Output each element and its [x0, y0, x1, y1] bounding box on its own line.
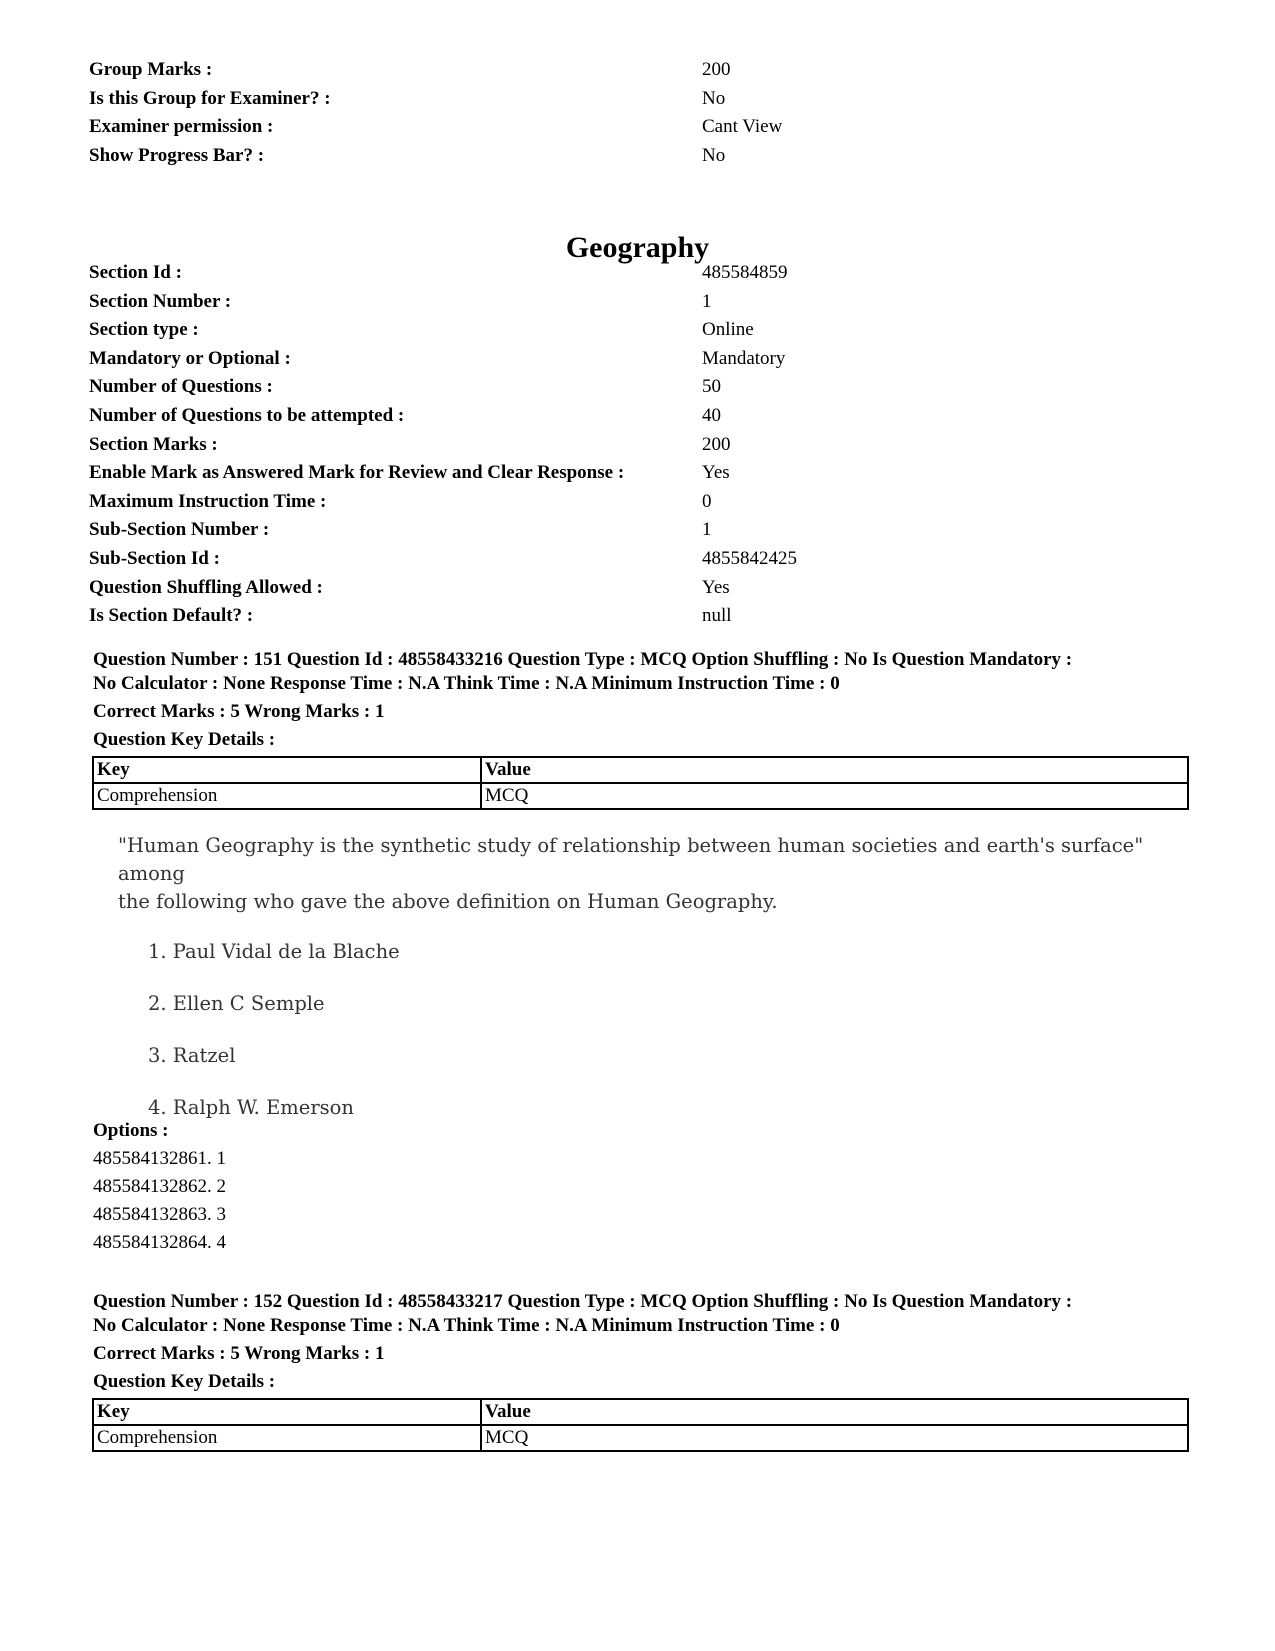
question-choice: 1. Paul Vidal de la Blache	[148, 940, 400, 963]
table-header-row	[93, 757, 1188, 783]
table-header-cell: Value	[481, 757, 1188, 783]
table-cell: Comprehension	[93, 1425, 481, 1451]
option-item: 485584132861. 1	[93, 1148, 226, 1169]
field-label: Maximum Instruction Time :	[89, 490, 327, 512]
question-header-line: No Calculator : None Response Time : N.A Think Time : N.A Minimum Instruction Time : 0	[93, 1315, 840, 1336]
option-item: 485584132863. 3	[93, 1204, 226, 1225]
question-choice: 3. Ratzel	[148, 1044, 236, 1067]
field-label: Question Shuffling Allowed :	[89, 576, 323, 598]
field-label: Section Id :	[89, 262, 182, 283]
section-field-row	[89, 488, 1189, 517]
option-item: 485584132862. 2	[93, 1176, 226, 1197]
question-block	[93, 1290, 1193, 1452]
field-value: Online	[702, 319, 754, 341]
group-info-row	[89, 142, 1189, 171]
field-value: Yes	[702, 462, 730, 484]
group-info-row	[89, 113, 1189, 142]
section-field-row	[89, 288, 1189, 317]
field-value: 0	[702, 490, 712, 512]
field-value: Cant View	[702, 116, 783, 138]
field-value: No	[702, 144, 726, 166]
section-field-row	[89, 459, 1189, 488]
options-title: Options :	[93, 1120, 169, 1141]
section-field-row	[89, 316, 1189, 345]
table-cell: MCQ	[481, 1425, 1188, 1451]
question-header-line: No Calculator : None Response Time : N.A Think Time : N.A Minimum Instruction Time : 0	[93, 673, 840, 694]
field-value: 200	[702, 59, 731, 80]
key-details-table	[92, 756, 1189, 810]
field-label: Is Section Default? :	[89, 605, 254, 627]
options-block	[93, 1117, 226, 1257]
group-info-row	[89, 56, 1189, 85]
question-stem-image	[118, 832, 1198, 1122]
section-field-row	[89, 574, 1189, 603]
field-label: Section type :	[89, 319, 199, 341]
field-label: Sub-Section Number :	[89, 519, 270, 541]
section-field-row	[89, 545, 1189, 574]
table-cell: MCQ	[481, 783, 1188, 809]
field-label: Group Marks :	[89, 59, 213, 80]
group-info-row	[89, 85, 1189, 114]
field-label: Mandatory or Optional :	[89, 347, 291, 369]
key-details-table	[92, 1398, 1189, 1452]
section-field-row	[89, 431, 1189, 460]
question-header-line: Question Number : 151 Question Id : 48558433216 Question Type : MCQ Option Shuffling : No Is Question Mandatory :	[93, 649, 1073, 670]
option-item: 485584132864. 4	[93, 1232, 226, 1253]
question-stem-line: the following who gave the above definition on Human Geography.	[118, 890, 778, 913]
field-label: Show Progress Bar? :	[89, 144, 265, 166]
question-marks: Correct Marks : 5 Wrong Marks : 1	[93, 701, 385, 722]
field-value: 1	[702, 519, 712, 541]
question-choice: 4. Ralph W. Emerson	[148, 1096, 354, 1119]
field-label: Is this Group for Examiner? :	[89, 87, 331, 109]
key-details-title: Question Key Details :	[93, 1371, 276, 1392]
table-row	[93, 783, 1188, 809]
field-label: Number of Questions :	[89, 376, 273, 398]
field-value: 40	[702, 404, 721, 426]
field-value: 4855842425	[702, 547, 797, 569]
field-label: Section Marks :	[89, 433, 218, 455]
group-info	[89, 56, 1189, 170]
table-row	[93, 1425, 1188, 1451]
field-value: 200	[702, 433, 731, 455]
table-header-cell: Key	[93, 757, 481, 783]
table-header-row	[93, 1399, 1188, 1425]
table-header-cell: Value	[481, 1399, 1188, 1425]
field-value: Yes	[702, 576, 730, 598]
field-value: Mandatory	[702, 347, 786, 369]
field-value: No	[702, 87, 726, 109]
field-value: null	[702, 605, 732, 627]
section-title: Geography	[565, 231, 710, 264]
table-header-cell: Key	[93, 1399, 481, 1425]
section-field-row	[89, 402, 1189, 431]
question-choice: 2. Ellen C Semple	[148, 992, 325, 1015]
field-label: Section Number :	[89, 290, 232, 312]
section-field-row	[89, 345, 1189, 374]
section-field-row	[89, 516, 1189, 545]
question-header-line: Question Number : 152 Question Id : 48558433217 Question Type : MCQ Option Shuffling : No Is Question Mandatory :	[93, 1291, 1073, 1312]
field-value: 1	[702, 290, 712, 312]
question-block	[93, 648, 1193, 810]
field-value: 485584859	[702, 262, 788, 283]
section-field-row	[89, 602, 1189, 631]
section-field-row	[89, 373, 1189, 402]
field-value: 50	[702, 376, 721, 398]
field-label: Sub-Section Id :	[89, 547, 220, 569]
section-field-row	[89, 259, 1189, 288]
field-label: Number of Questions to be attempted :	[89, 404, 405, 426]
table-cell: Comprehension	[93, 783, 481, 809]
section-fields	[89, 259, 1189, 631]
field-label: Examiner permission :	[89, 116, 274, 138]
question-stem-line: "Human Geography is the synthetic study of relationship between human societies and earth's surface" among	[118, 834, 1144, 885]
field-label: Enable Mark as Answered Mark for Review and Clear Response :	[89, 462, 625, 484]
question-marks: Correct Marks : 5 Wrong Marks : 1	[93, 1343, 385, 1364]
key-details-title: Question Key Details :	[93, 729, 276, 750]
